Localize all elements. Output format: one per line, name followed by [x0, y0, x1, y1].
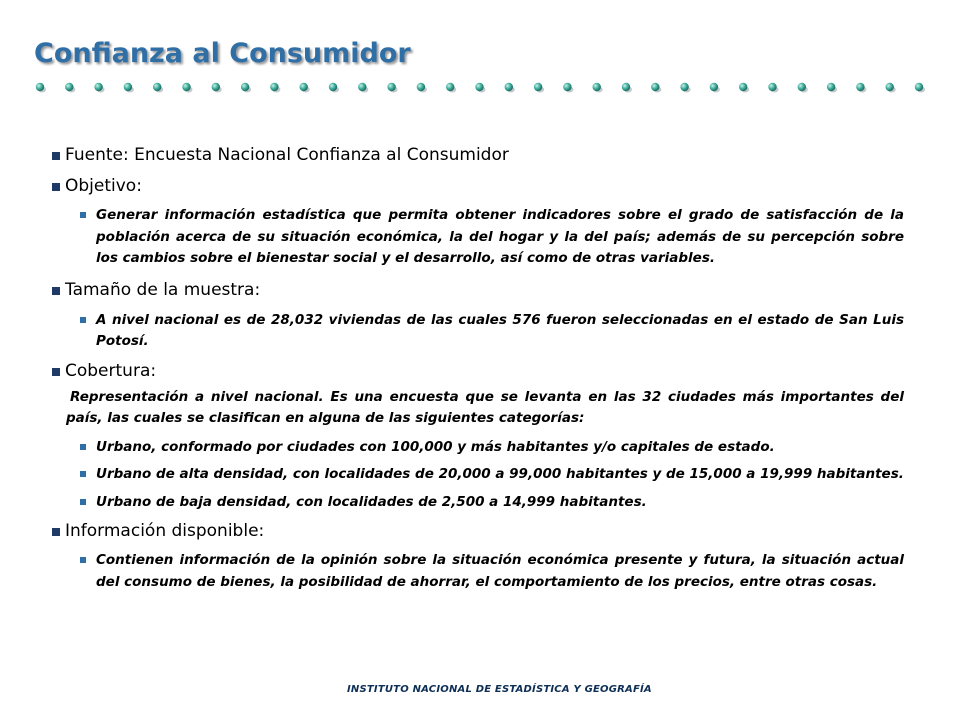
- divider-dot: [300, 83, 308, 91]
- divider-dot: [534, 83, 542, 91]
- bullet-square-icon: [80, 471, 86, 477]
- section-heading-text: Fuente: Encuesta Nacional Confianza al Consumidor: [65, 145, 509, 165]
- section-heading-text: Cobertura:: [65, 360, 157, 381]
- section-heading-cobertura: [52, 360, 904, 382]
- divider-dot: [329, 83, 337, 91]
- bullet-square-icon: [80, 444, 86, 450]
- divider-dot: [153, 83, 161, 91]
- list-item: [80, 310, 904, 353]
- divider-dot: [915, 83, 923, 91]
- bullet-square-icon: [52, 183, 60, 191]
- bullet-square-icon: [80, 499, 86, 505]
- bullet-square-icon: [80, 212, 86, 218]
- divider-dot: [827, 83, 835, 91]
- list-item-text: Generar información estadística que permita obtener indicadores sobre el grado de satisfacción de la población acerca de su situación económica, la del hogar y la del país; además de su percepción sobre los cambios sobre el bienestar social y el desarrollo, así como de otras variables.: [96, 207, 904, 266]
- section-heading-text: Objetivo:: [65, 176, 142, 196]
- paragraph-cobertura: Representación a nivel nacional. Es una encuesta que se levanta en las 32 ciudades más importantes del país, las cuales se clasifican en alguna de las siguientes categorías:: [66, 388, 904, 426]
- section-heading-informacion: [52, 520, 904, 542]
- bullet-square-icon: [80, 317, 86, 323]
- divider-dot: [856, 83, 864, 91]
- divider-dot: [94, 83, 102, 91]
- list-item-text: Urbano de baja densidad, con localidades de 2,500 a 14,999 habitantes.: [96, 493, 647, 510]
- section-heading-fuente: [52, 144, 904, 166]
- section-heading-text: Información disponible:: [65, 521, 265, 541]
- divider-dot: [593, 83, 601, 91]
- section-heading-objetivo: [52, 175, 904, 197]
- divider-dot: [417, 83, 425, 91]
- divider-dot: [798, 83, 806, 91]
- divider-dot: [124, 83, 132, 91]
- bullet-square-icon: [52, 152, 60, 160]
- divider-dot: [739, 83, 747, 91]
- list-item-text: Urbano de alta densidad, con localidades de 20,000 a 99,000 habitantes y de 15,000 a 19,999 habitantes.: [96, 466, 904, 482]
- slide-content: [52, 144, 904, 593]
- bullet-square-icon: [52, 528, 60, 536]
- divider-dot: [622, 83, 630, 91]
- divider-dot: [651, 83, 659, 91]
- list-item-text: Contienen información de la opinión sobre la situación económica presente y futura, la situación actual del consumo de bienes, la posibilidad de ahorrar, el comportamiento de los precios, entre otras cosas.: [96, 552, 904, 590]
- list-item: [80, 205, 904, 270]
- divider-dot: [768, 83, 776, 91]
- divider-dot: [505, 83, 513, 91]
- slide-title: Confianza al Consumidor: [34, 38, 411, 69]
- list-item: [80, 464, 904, 486]
- divider-dot: [212, 83, 220, 91]
- bullet-square-icon: [52, 287, 60, 295]
- section-heading-tamano: [52, 279, 904, 301]
- divider-dot: [182, 83, 190, 91]
- list-item-text: Urbano, conformado por ciudades con 100,000 y más habitantes y/o capitales de estado.: [96, 438, 775, 455]
- bullet-square-icon: [80, 557, 86, 563]
- divider-dot: [475, 83, 483, 91]
- dotted-divider: [30, 80, 930, 94]
- divider-dot: [563, 83, 571, 91]
- divider-dot: [36, 83, 44, 91]
- list-item-text: A nivel nacional es de 28,032 viviendas de las cuales 576 fueron seleccionadas en el estado de San Luis Potosí.: [96, 311, 904, 349]
- divider-dot: [680, 83, 688, 91]
- divider-dot: [358, 83, 366, 91]
- list-item: [80, 550, 904, 593]
- section-heading-text: Tamaño de la muestra:: [65, 279, 261, 300]
- bullet-square-icon: [52, 368, 60, 376]
- divider-dot: [446, 83, 454, 91]
- divider-dot: [886, 83, 894, 91]
- divider-dot: [710, 83, 718, 91]
- list-item: [80, 492, 904, 514]
- list-item: [80, 437, 904, 459]
- divider-dot: [387, 83, 395, 91]
- divider-dot: [241, 83, 249, 91]
- footer-institution: INSTITUTO NACIONAL DE ESTADÍSTICA Y GEOGRAFÍA: [347, 684, 652, 695]
- divider-dot: [270, 83, 278, 91]
- divider-dot: [65, 83, 73, 91]
